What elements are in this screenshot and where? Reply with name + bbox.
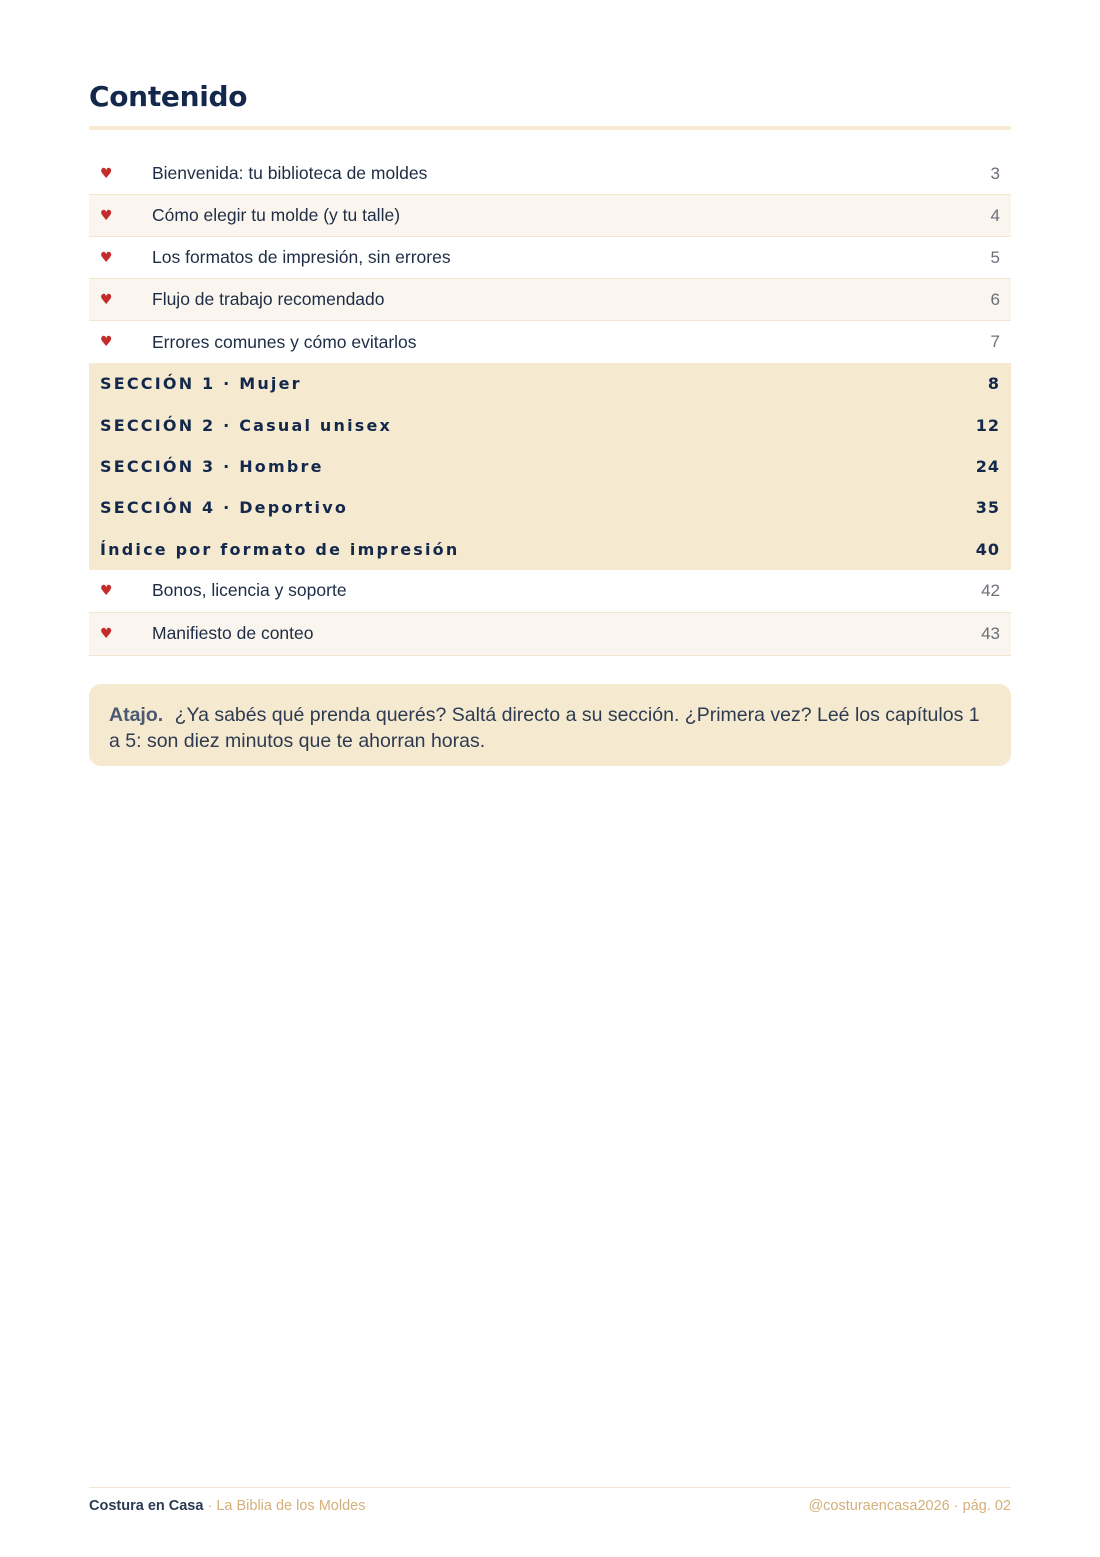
toc-entry-page: 4 bbox=[990, 205, 1000, 225]
toc-entry-label: Errores comunes y cómo evitarlos bbox=[152, 331, 417, 352]
toc-section-entry[interactable] bbox=[89, 404, 1011, 445]
toc-entry[interactable] bbox=[89, 195, 1011, 237]
toc-section-entry[interactable] bbox=[89, 487, 1011, 528]
toc-section-label: SECCIÓN 3 · Hombre bbox=[100, 456, 324, 476]
toc-entry-page: 42 bbox=[981, 580, 1000, 600]
toc-section-page: 8 bbox=[987, 374, 1000, 394]
heart-icon: ♥ bbox=[100, 249, 113, 266]
table-of-contents bbox=[89, 153, 1011, 656]
heart-icon: ♥ bbox=[100, 165, 113, 182]
toc-entry-label: Los formatos de impresión, sin errores bbox=[152, 247, 451, 267]
toc-section-page: 12 bbox=[975, 415, 1000, 435]
shortcut-callout bbox=[89, 684, 1011, 766]
callout-text: ¿Ya sabés qué prenda querés? Saltá directo a su sección. ¿Primera vez? Leé los capítulos 1 a 5: son diez minutos que te ahorran horas. bbox=[109, 704, 980, 752]
toc-section-label: SECCIÓN 4 · Deportivo bbox=[100, 498, 349, 518]
page-footer bbox=[89, 1498, 1011, 1514]
toc-section-page: 24 bbox=[975, 456, 1000, 476]
toc-entry[interactable] bbox=[89, 570, 1011, 613]
toc-entry[interactable] bbox=[89, 237, 1011, 279]
footer-separator: · bbox=[203, 1498, 217, 1514]
toc-section-entry[interactable] bbox=[89, 529, 1011, 570]
toc-section-page: 40 bbox=[975, 539, 1000, 559]
toc-entry-label: Manifiesto de conteo bbox=[152, 623, 314, 644]
toc-entry-label: Bienvenida: tu biblioteca de moldes bbox=[152, 163, 428, 183]
toc-entry[interactable] bbox=[89, 153, 1011, 195]
toc-section-label: SECCIÓN 1 · Mujer bbox=[100, 374, 302, 394]
footer-brand: Costura en Casa bbox=[89, 1498, 204, 1514]
toc-entry-page: 5 bbox=[990, 247, 1000, 267]
toc-entry[interactable] bbox=[89, 321, 1011, 363]
toc-entry-page: 3 bbox=[990, 163, 1000, 183]
toc-sections bbox=[89, 363, 1011, 570]
heart-icon: ♥ bbox=[100, 582, 113, 599]
toc-section-page: 35 bbox=[975, 498, 1000, 518]
toc-entry-label: Bonos, licencia y soporte bbox=[152, 580, 347, 601]
toc-section-entry[interactable] bbox=[89, 363, 1011, 404]
page-title: Contenido bbox=[89, 80, 248, 113]
toc-section-label: Índice por formato de impresión bbox=[100, 539, 460, 559]
toc-entry-page: 6 bbox=[990, 289, 1000, 309]
title-divider bbox=[89, 126, 1011, 130]
footer-handle-page: @costuraencasa2026 · pág. 02 bbox=[808, 1498, 1011, 1514]
toc-entry[interactable] bbox=[89, 279, 1011, 321]
toc-entry-label: Cómo elegir tu molde (y tu talle) bbox=[152, 205, 401, 225]
footer-left bbox=[89, 1498, 365, 1514]
heart-icon: ♥ bbox=[100, 625, 113, 642]
toc-entry-page: 43 bbox=[981, 623, 1000, 643]
heart-icon: ♥ bbox=[100, 334, 113, 350]
heart-icon: ♥ bbox=[100, 207, 113, 224]
toc-entry[interactable] bbox=[89, 613, 1011, 656]
toc-entry-label: Flujo de trabajo recomendado bbox=[152, 289, 385, 309]
heart-icon: ♥ bbox=[100, 291, 113, 308]
toc-section-label: SECCIÓN 2 · Casual unisex bbox=[100, 415, 393, 435]
toc-entry-page: 7 bbox=[990, 332, 1000, 351]
footer-book-title: La Biblia de los Moldes bbox=[216, 1498, 366, 1514]
toc-section-entry[interactable] bbox=[89, 446, 1011, 487]
callout-lead: Atajo. bbox=[109, 704, 164, 726]
footer-divider bbox=[89, 1487, 1011, 1488]
